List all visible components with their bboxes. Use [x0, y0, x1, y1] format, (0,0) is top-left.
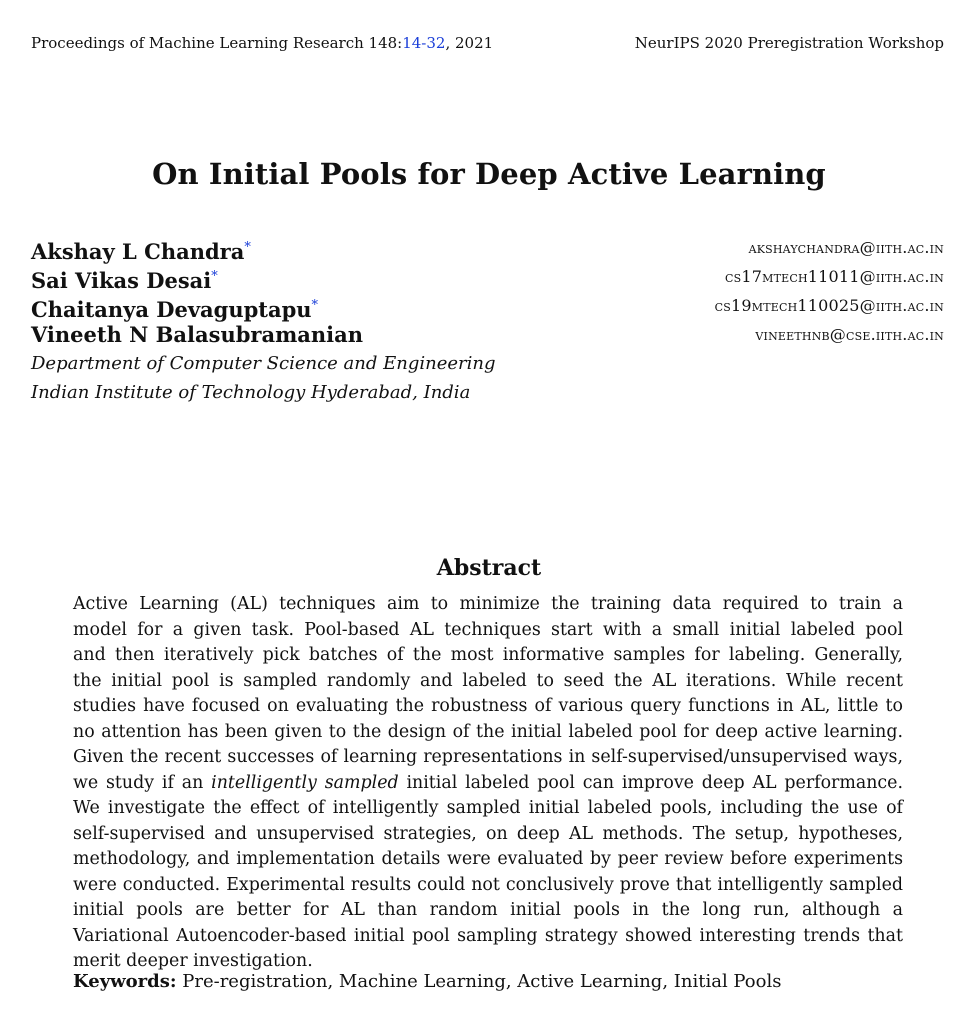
emphasis-intelligently-sampled: intelligently sampled	[211, 772, 399, 793]
author-name: Chaitanya Devaguptapu*	[31, 297, 319, 322]
affiliation-institute: Indian Institute of Technology Hyderabad, India	[31, 382, 471, 403]
abstract-line: Given the recent successes of learning representations in self-supervised/unsupervised ways,	[73, 747, 903, 767]
paper-title: On Initial Pools for Deep Active Learning	[152, 157, 826, 191]
abstract-line: initial pools are better for AL than random initial pools in the long run, although a	[73, 900, 903, 920]
abstract-line: Active Learning (AL) techniques aim to minimize the training data required to train a	[73, 594, 903, 614]
keywords	[73, 971, 781, 992]
abstract-line: and then iteratively pick batches of the most informative samples for labeling. Generally,	[73, 645, 903, 665]
author-email: vineethnb@cse.iith.ac.in	[755, 325, 944, 344]
equal-contribution-mark[interactable]: *	[311, 298, 319, 313]
abstract-body	[73, 592, 903, 975]
abstract-line: self-supervised and unsupervised strategies, on deep AL methods. The setup, hypotheses,	[73, 823, 903, 844]
equal-contribution-mark[interactable]: *	[211, 269, 218, 284]
author-email: cs19mtech110025@iith.ac.in	[714, 296, 944, 315]
abstract-line: We investigate the effect of intelligently sampled initial labeled pools, including the use of	[73, 798, 903, 818]
equal-contribution-mark[interactable]: *	[244, 240, 251, 255]
proceedings-year: , 2021	[445, 34, 494, 52]
abstract-line: the initial pool is sampled randomly and labeled to seed the AL iterations. While recent	[73, 670, 903, 691]
author-email: akshaychandra@iith.ac.in	[748, 238, 944, 257]
page-range-link[interactable]: 14-32	[402, 34, 446, 52]
affiliation-department: Department of Computer Science and Engineering	[31, 353, 496, 374]
abstract-line: no attention has been given to the design of the initial labeled pool for deep active learning.	[73, 721, 903, 742]
running-header-left	[31, 34, 493, 52]
author-name: Vineeth N Balasubramanian	[31, 322, 364, 347]
abstract-line: merit deeper investigation.	[73, 951, 313, 971]
abstract-line: model for a given task. Pool-based AL techniques start with a small initial labeled pool	[73, 619, 903, 640]
running-header-right: NeurIPS 2020 Preregistration Workshop	[634, 34, 944, 52]
author-email: cs17mtech11011@iith.ac.in	[725, 267, 944, 286]
abstract-line: Variational Autoencoder-based initial pool sampling strategy showed interesting trends that	[73, 925, 903, 946]
author-list	[31, 233, 496, 407]
abstract-line: studies have focused on evaluating the robustness of various query functions in AL, little to	[73, 696, 903, 716]
author-name: Sai Vikas Desai*	[31, 268, 218, 293]
author-emails	[715, 233, 944, 349]
keywords-label: Keywords:	[73, 971, 177, 992]
keywords-text: Pre-registration, Machine Learning, Active Learning, Initial Pools	[176, 971, 782, 992]
abstract-line: we study if an intelligently sampled initial labeled pool can improve deep AL performance.	[73, 772, 903, 793]
abstract-heading: Abstract	[436, 555, 542, 581]
author-name: Akshay L Chandra*	[31, 239, 251, 264]
proceedings-label: Proceedings of Machine Learning Research 148:	[31, 34, 403, 52]
abstract-line: methodology, and implementation details were evaluated by peer review before experiments	[73, 849, 903, 869]
abstract-line: were conducted. Experimental results could not conclusively prove that intelligently sampled	[73, 874, 903, 895]
